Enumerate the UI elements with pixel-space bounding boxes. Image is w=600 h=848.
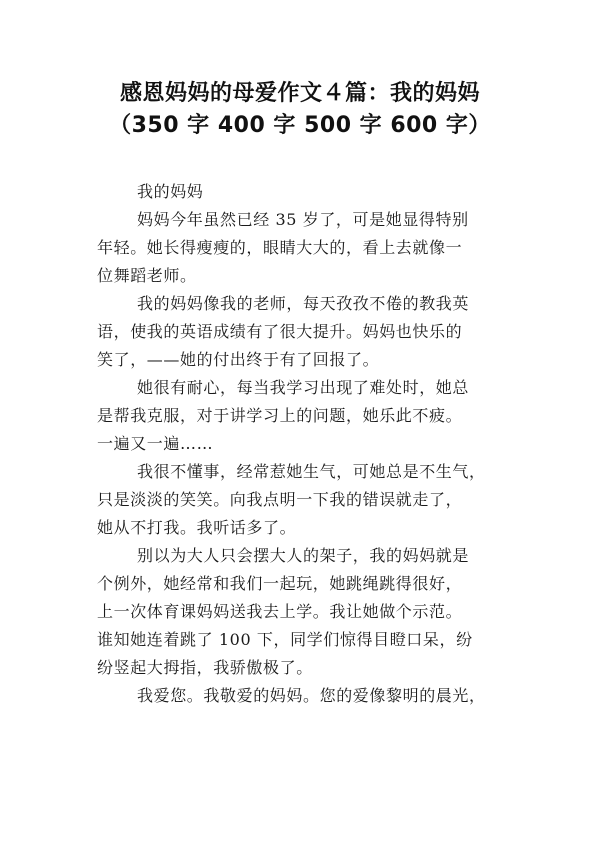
paragraph-5-line-4: 谁知她连着跳了 100 下，同学们惊得目瞪口呆，纷	[97, 630, 473, 649]
paragraph-4-line-1: 我很不懂事，经常惹她生气，可她总是不生气，	[137, 462, 486, 481]
paragraph-3-line-2: 是帮我克服，对于讲学习上的问题，她乐此不疲。	[97, 406, 463, 425]
paragraph-5-line-1: 别以为大人只会摆大人的架子，我的妈妈就是	[137, 546, 470, 565]
paragraph-3-line-1: 她很有耐心，每当我学习出现了难处时，她总	[137, 378, 470, 397]
paragraph-5-line-3: 上一次体育课妈妈送我去上学。我让她做个示范。	[97, 602, 463, 621]
document-subtitle: （350 字 400 字 500 字 600 字）	[109, 113, 491, 138]
essay-heading: 我的妈妈	[137, 182, 204, 201]
document-title: 感恩妈妈的母爱作文４篇：我的妈妈	[119, 81, 480, 106]
paragraph-2-line-1: 我的妈妈像我的老师，每天孜孜不倦的教我英	[137, 294, 470, 313]
paragraph-2-line-2: 语，使我的英语成绩有了很大提升。妈妈也快乐的	[97, 322, 463, 341]
paragraph-1-line-3: 位舞蹈老师。	[97, 266, 197, 285]
paragraph-5-line-5: 纷竖起大拇指，我骄傲极了。	[97, 658, 313, 677]
paragraph-3-line-3: 一遍又一遍……	[97, 434, 214, 453]
paragraph-5-line-2: 个例外，她经常和我们一起玩，她跳绳跳得很好，	[97, 574, 463, 593]
paragraph-1-line-2: 年轻。她长得瘦瘦的，眼睛大大的，看上去就像一	[97, 238, 463, 257]
paragraph-2-line-3: 笑了，——她的付出终于有了回报了。	[97, 350, 380, 369]
essay-body	[97, 178, 507, 710]
paragraph-4-line-2: 只是淡淡的笑笑。向我点明一下我的错误就走了，	[97, 490, 463, 509]
paragraph-1-line-1: 妈妈今年虽然已经 35 岁了，可是她显得特别	[137, 210, 469, 229]
paragraph-4-line-3: 她从不打我。我听话多了。	[97, 518, 297, 537]
paragraph-6-line-1: 我爱您。我敬爱的妈妈。您的爱像黎明的晨光，	[137, 686, 486, 705]
